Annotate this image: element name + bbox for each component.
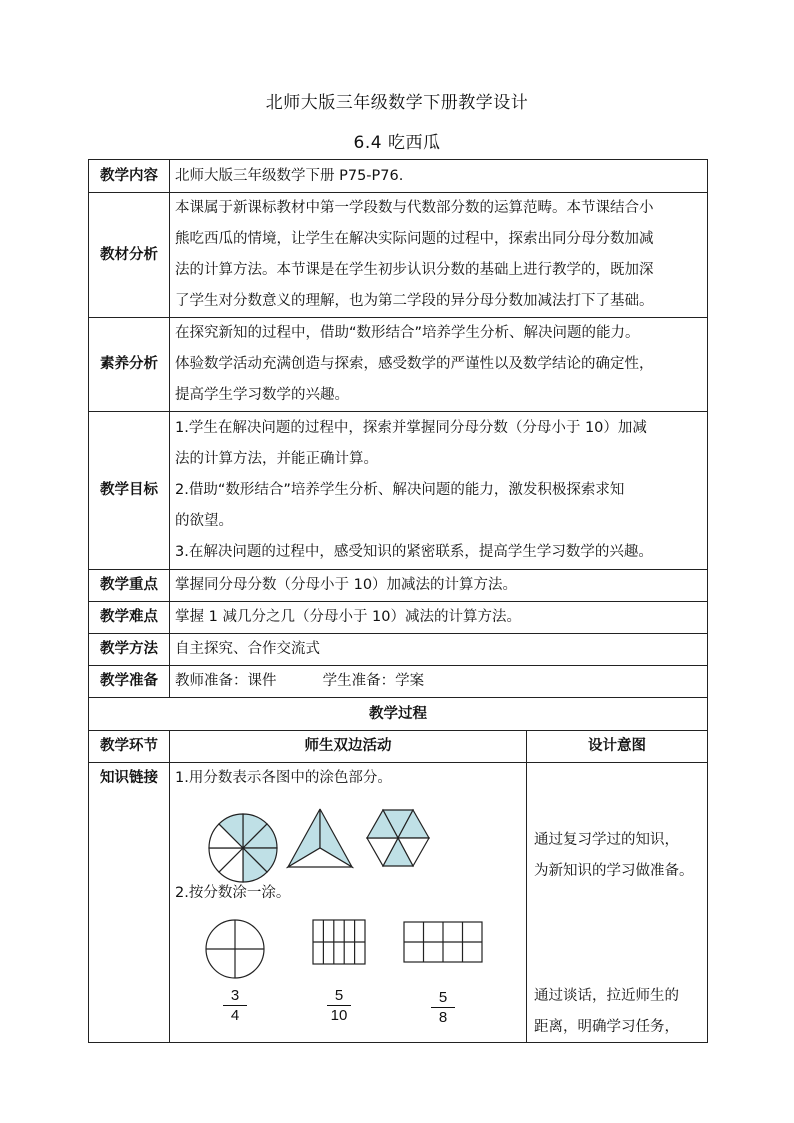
col-header-stage: 教学环节 — [89, 731, 170, 763]
row-text: 本课属于新课标教材中第一学段数与代数部分数的运算范畴。本节课结合小 熊吃西瓜的情境，让学生在解决实际问题的过程中，探索出同分母分数加减 法的计算方法。本节课是在学生初步认识分数的基础上进行教学的，既加深 了学生对分数意义的理解，也为第二学段的异分母分数加减法打下了基础。 — [170, 193, 708, 318]
intent-cell — [527, 763, 708, 1043]
row-method — [89, 634, 708, 666]
stage-label: 知识链接 — [89, 763, 170, 1043]
row-label: 教学方法 — [89, 634, 170, 666]
intent-talk-text: 通过谈话，拉近师生的 距离，明确学习任务， — [534, 988, 679, 1035]
lesson-plan-table — [88, 159, 708, 1043]
intent-review-text: 通过复习学过的知识， 为新知识的学习做准备。 — [534, 832, 694, 879]
row-text: 在探究新知的过程中，借助“数形结合”培养学生分析、解决问题的能力。 体验数学活动充满创造与探索，感受数学的严谨性以及数学结论的确定性， 提高学生学习数学的兴趣。 — [170, 318, 708, 412]
row-text: 掌握 1 减几分之几（分母小于 10）减法的计算方法。 — [170, 602, 708, 634]
process-heading: 教学过程 — [89, 698, 708, 731]
row-text: 自主探究、合作交流式 — [170, 634, 708, 666]
blank-grid-tenths-figure — [312, 919, 366, 965]
row-label: 教学内容 — [89, 160, 170, 193]
shaded-triangle-figure — [287, 808, 353, 868]
shaded-circle-figure — [208, 813, 278, 883]
row-key-point — [89, 570, 708, 602]
blank-grid-eighths-figure — [403, 921, 483, 963]
row-label: 教学重点 — [89, 570, 170, 602]
fraction-five-eighths: 5 8 — [428, 989, 458, 1026]
row-label: 教材分析 — [89, 193, 170, 318]
col-header-activity: 师生双边活动 — [170, 731, 527, 763]
fraction-five-tenths: 5 10 — [324, 987, 354, 1024]
blank-circle-quarters-figure — [205, 919, 265, 979]
row-label: 教学难点 — [89, 602, 170, 634]
document-title: 北师大版三年级数学下册教学设计 — [265, 93, 529, 113]
col-header-intent: 设计意图 — [527, 731, 708, 763]
row-text: 北师大版三年级数学下册 P75-P76. — [170, 160, 708, 193]
row-label: 素养分析 — [89, 318, 170, 412]
process-row-knowledge-link — [89, 763, 708, 1043]
row-preparation — [89, 666, 708, 698]
row-label: 教学目标 — [89, 412, 170, 570]
process-header-row — [89, 731, 708, 763]
shaded-hexagon-figure — [366, 809, 430, 867]
activity-cell — [170, 763, 527, 1043]
task-2-text: 2.按分数涂一涂。 — [175, 885, 291, 901]
row-text: 教师准备：课件 学生准备：学案 — [170, 666, 708, 698]
row-difficulty — [89, 602, 708, 634]
row-text: 1.学生在解决问题的过程中，探索并掌握同分母分数（分母小于 10）加减 法的计算方法，并能正确计算。 2.借助“数形结合”培养学生分析、解决问题的能力，激发积极探索求知 的欲望。 3.在解决问题的过程中，感受知识的紧密联系，提高学生学习数学的兴趣。 — [170, 412, 708, 570]
row-literacy-analysis — [89, 318, 708, 412]
row-material-analysis — [89, 193, 708, 318]
process-heading-row — [89, 698, 708, 731]
fraction-three-quarters: 3 4 — [220, 987, 250, 1024]
row-text: 掌握同分母分数（分母小于 10）加减法的计算方法。 — [170, 570, 708, 602]
row-label: 教学准备 — [89, 666, 170, 698]
row-teaching-goals — [89, 412, 708, 570]
task-1-text: 1.用分数表示各图中的涂色部分。 — [175, 770, 392, 786]
row-content — [89, 160, 708, 193]
lesson-title: 6.4 吃西瓜 — [353, 133, 441, 153]
